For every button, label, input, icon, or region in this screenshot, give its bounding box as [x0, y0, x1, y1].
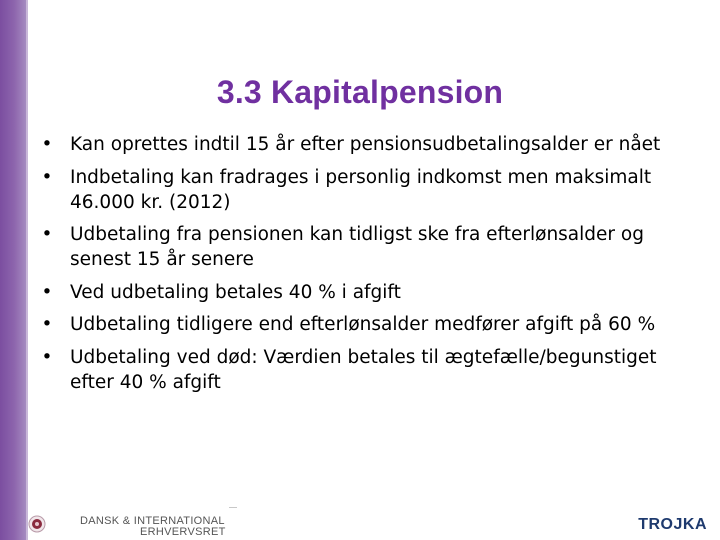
ministry-logo-line1: DANSK & INTERNATIONAL [80, 515, 225, 527]
bullet-item [40, 312, 690, 337]
bullet-dot-icon: • [41, 346, 53, 368]
ministry-logo [80, 516, 226, 538]
brand-logo: TROJKA [638, 516, 707, 533]
bullet-dot-icon: • [41, 134, 53, 155]
bullet-item [40, 280, 690, 305]
bullet-item [40, 132, 690, 157]
bullet-text: Indbetaling kan fradrages i personlig indkomst men maksimalt 46.000 kr. (2012) [70, 166, 652, 213]
bullet-dot-icon: • [41, 224, 53, 245]
bullet-text: Udbetaling tidligere end efterlønsalder medfører afgift på 60 % [70, 314, 656, 335]
bullet-item [40, 222, 690, 272]
bullet-dot-icon: • [41, 314, 53, 335]
slide-title: 3.3 Kapitalpension [216, 74, 504, 110]
bullet-list [40, 132, 690, 402]
seal-icon [28, 515, 46, 533]
footer-divider [229, 507, 237, 508]
bullet-text: Kan oprettes indtil 15 år efter pensionsudbetalingsalder er nået [70, 134, 661, 155]
bullet-text: Udbetaling fra pensionen kan tidligst ske fra efterlønsalder og senest 15 år senere [70, 224, 644, 270]
bullet-text: Udbetaling ved død: Værdien betales til ægtefælle/begunstiget efter 40 % afgift [70, 346, 657, 393]
bullet-text: Ved udbetaling betales 40 % i afgift [70, 281, 401, 303]
bullet-dot-icon: • [41, 281, 53, 303]
bullet-item [40, 165, 690, 215]
bullet-dot-icon: • [41, 166, 53, 188]
ministry-logo-line2: ERHVERVSRET [140, 526, 226, 538]
bullet-item [40, 345, 690, 395]
